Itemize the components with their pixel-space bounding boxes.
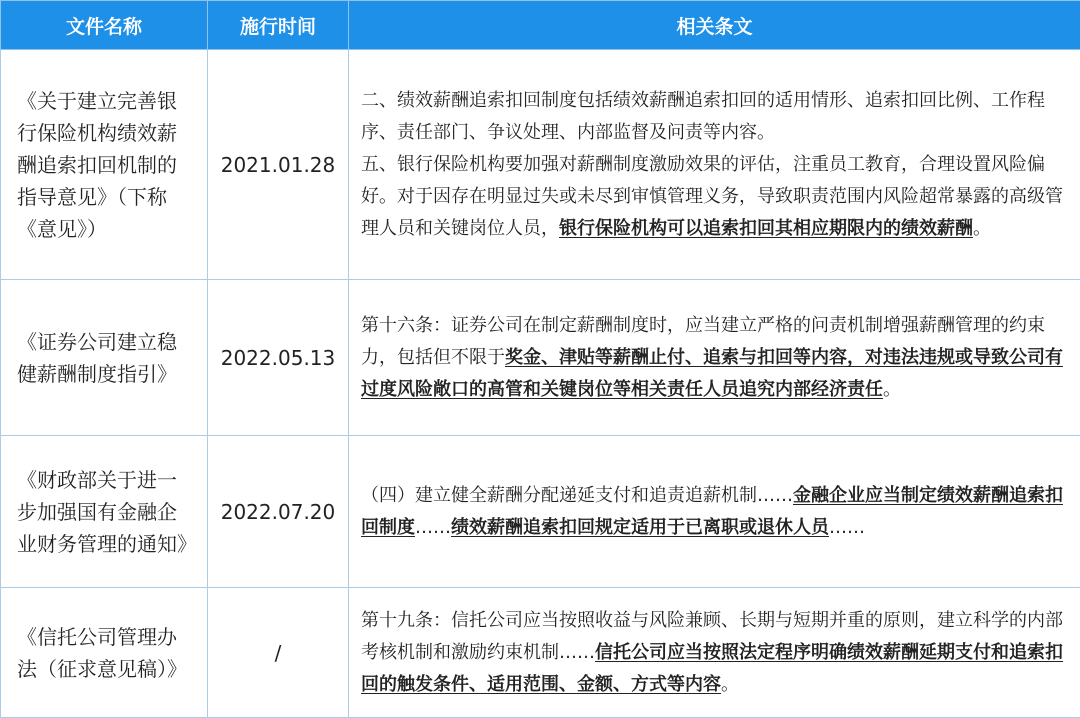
provision-cell	[349, 588, 1080, 718]
provision-cell	[349, 280, 1080, 436]
provision-paragraph: 二、绩效薪酬追索扣回制度包括绩效薪酬追索扣回的适用情形、追索扣回比例、工作程序、责任部门、争议处理、内部监督及问责等内容。	[361, 89, 1045, 143]
header-related-provisions: 相关条文	[349, 1, 1080, 50]
table-row	[1, 588, 1080, 718]
provision-paragraph	[361, 605, 1066, 701]
provision-text: 第十六条：证券公司在制定薪酬制度时，应当建立严格的问责机制增强薪酬管理的约束力，包括但不限于	[361, 314, 1045, 368]
provision-text: ……	[829, 516, 865, 538]
provision-emphasis: 银行保险机构可以追索扣回其相应期限内的绩效薪酬	[559, 217, 973, 239]
file-name-cell: 《信托公司管理办法（征求意见稿）》	[1, 588, 208, 718]
table-row	[1, 436, 1080, 588]
provision-emphasis: 金融企业应当制定绩效薪酬追索扣回制度	[361, 484, 1063, 538]
provision-cell	[349, 50, 1080, 280]
file-name-cell: 《财政部关于进一步加强国有金融企业财务管理的通知》	[1, 436, 208, 588]
provision-paragraph	[361, 480, 1066, 544]
provision-text: （四）建立健全薪酬分配递延支付和追责追薪机制……	[361, 484, 793, 506]
provision-text: 五、银行保险机构要加强对薪酬制度激励效果的评估，注重员工教育，合理设置风险偏好。对于因存在明显过失或未尽到审慎管理义务，导致职责范围内风险超常暴露的高级管理人员和关键岗位人员，	[361, 153, 1063, 239]
provision-emphasis: 奖金、津贴等薪酬止付、追索与扣回等内容，对违法违规或导致公司有过度风险敞口的高管和关键岗位等相关责任人员追究内部经济责任	[361, 346, 1063, 400]
provision-paragraph	[361, 310, 1066, 406]
table-row	[1, 50, 1080, 280]
provision-text: 。	[883, 378, 901, 400]
header-file-name: 文件名称	[1, 1, 208, 50]
provision-paragraph	[361, 149, 1066, 245]
provision-text: 第十九条：信托公司应当按照收益与风险兼顾、长期与短期并重的原则，建立科学的内部考核机制和激励约束机制……	[361, 609, 1063, 663]
effective-date-cell: 2022.07.20	[208, 436, 349, 588]
provision-emphasis: 信托公司应当按照法定程序明确绩效薪酬延期支付和追索扣回的触发条件、适用范围、金额、方式等内容	[361, 641, 1063, 695]
table-row	[1, 280, 1080, 436]
provision-cell	[349, 436, 1080, 588]
table-header-row	[1, 1, 1080, 50]
provision-emphasis: 绩效薪酬追索扣回规定适用于已离职或退休人员	[451, 516, 829, 538]
header-effective-date: 施行时间	[208, 1, 349, 50]
effective-date-cell: 2021.01.28	[208, 50, 349, 280]
provision-text: 。	[721, 673, 739, 695]
provision-text: ……	[415, 516, 451, 538]
effective-date-cell: /	[208, 588, 349, 718]
file-name-cell: 《证券公司建立稳健薪酬制度指引》	[1, 280, 208, 436]
provision-text: 。	[973, 217, 991, 239]
file-name-cell: 《关于建立完善银行保险机构绩效薪酬追索扣回机制的指导意见》（下称《意见》）	[1, 50, 208, 280]
effective-date-cell: 2022.05.13	[208, 280, 349, 436]
